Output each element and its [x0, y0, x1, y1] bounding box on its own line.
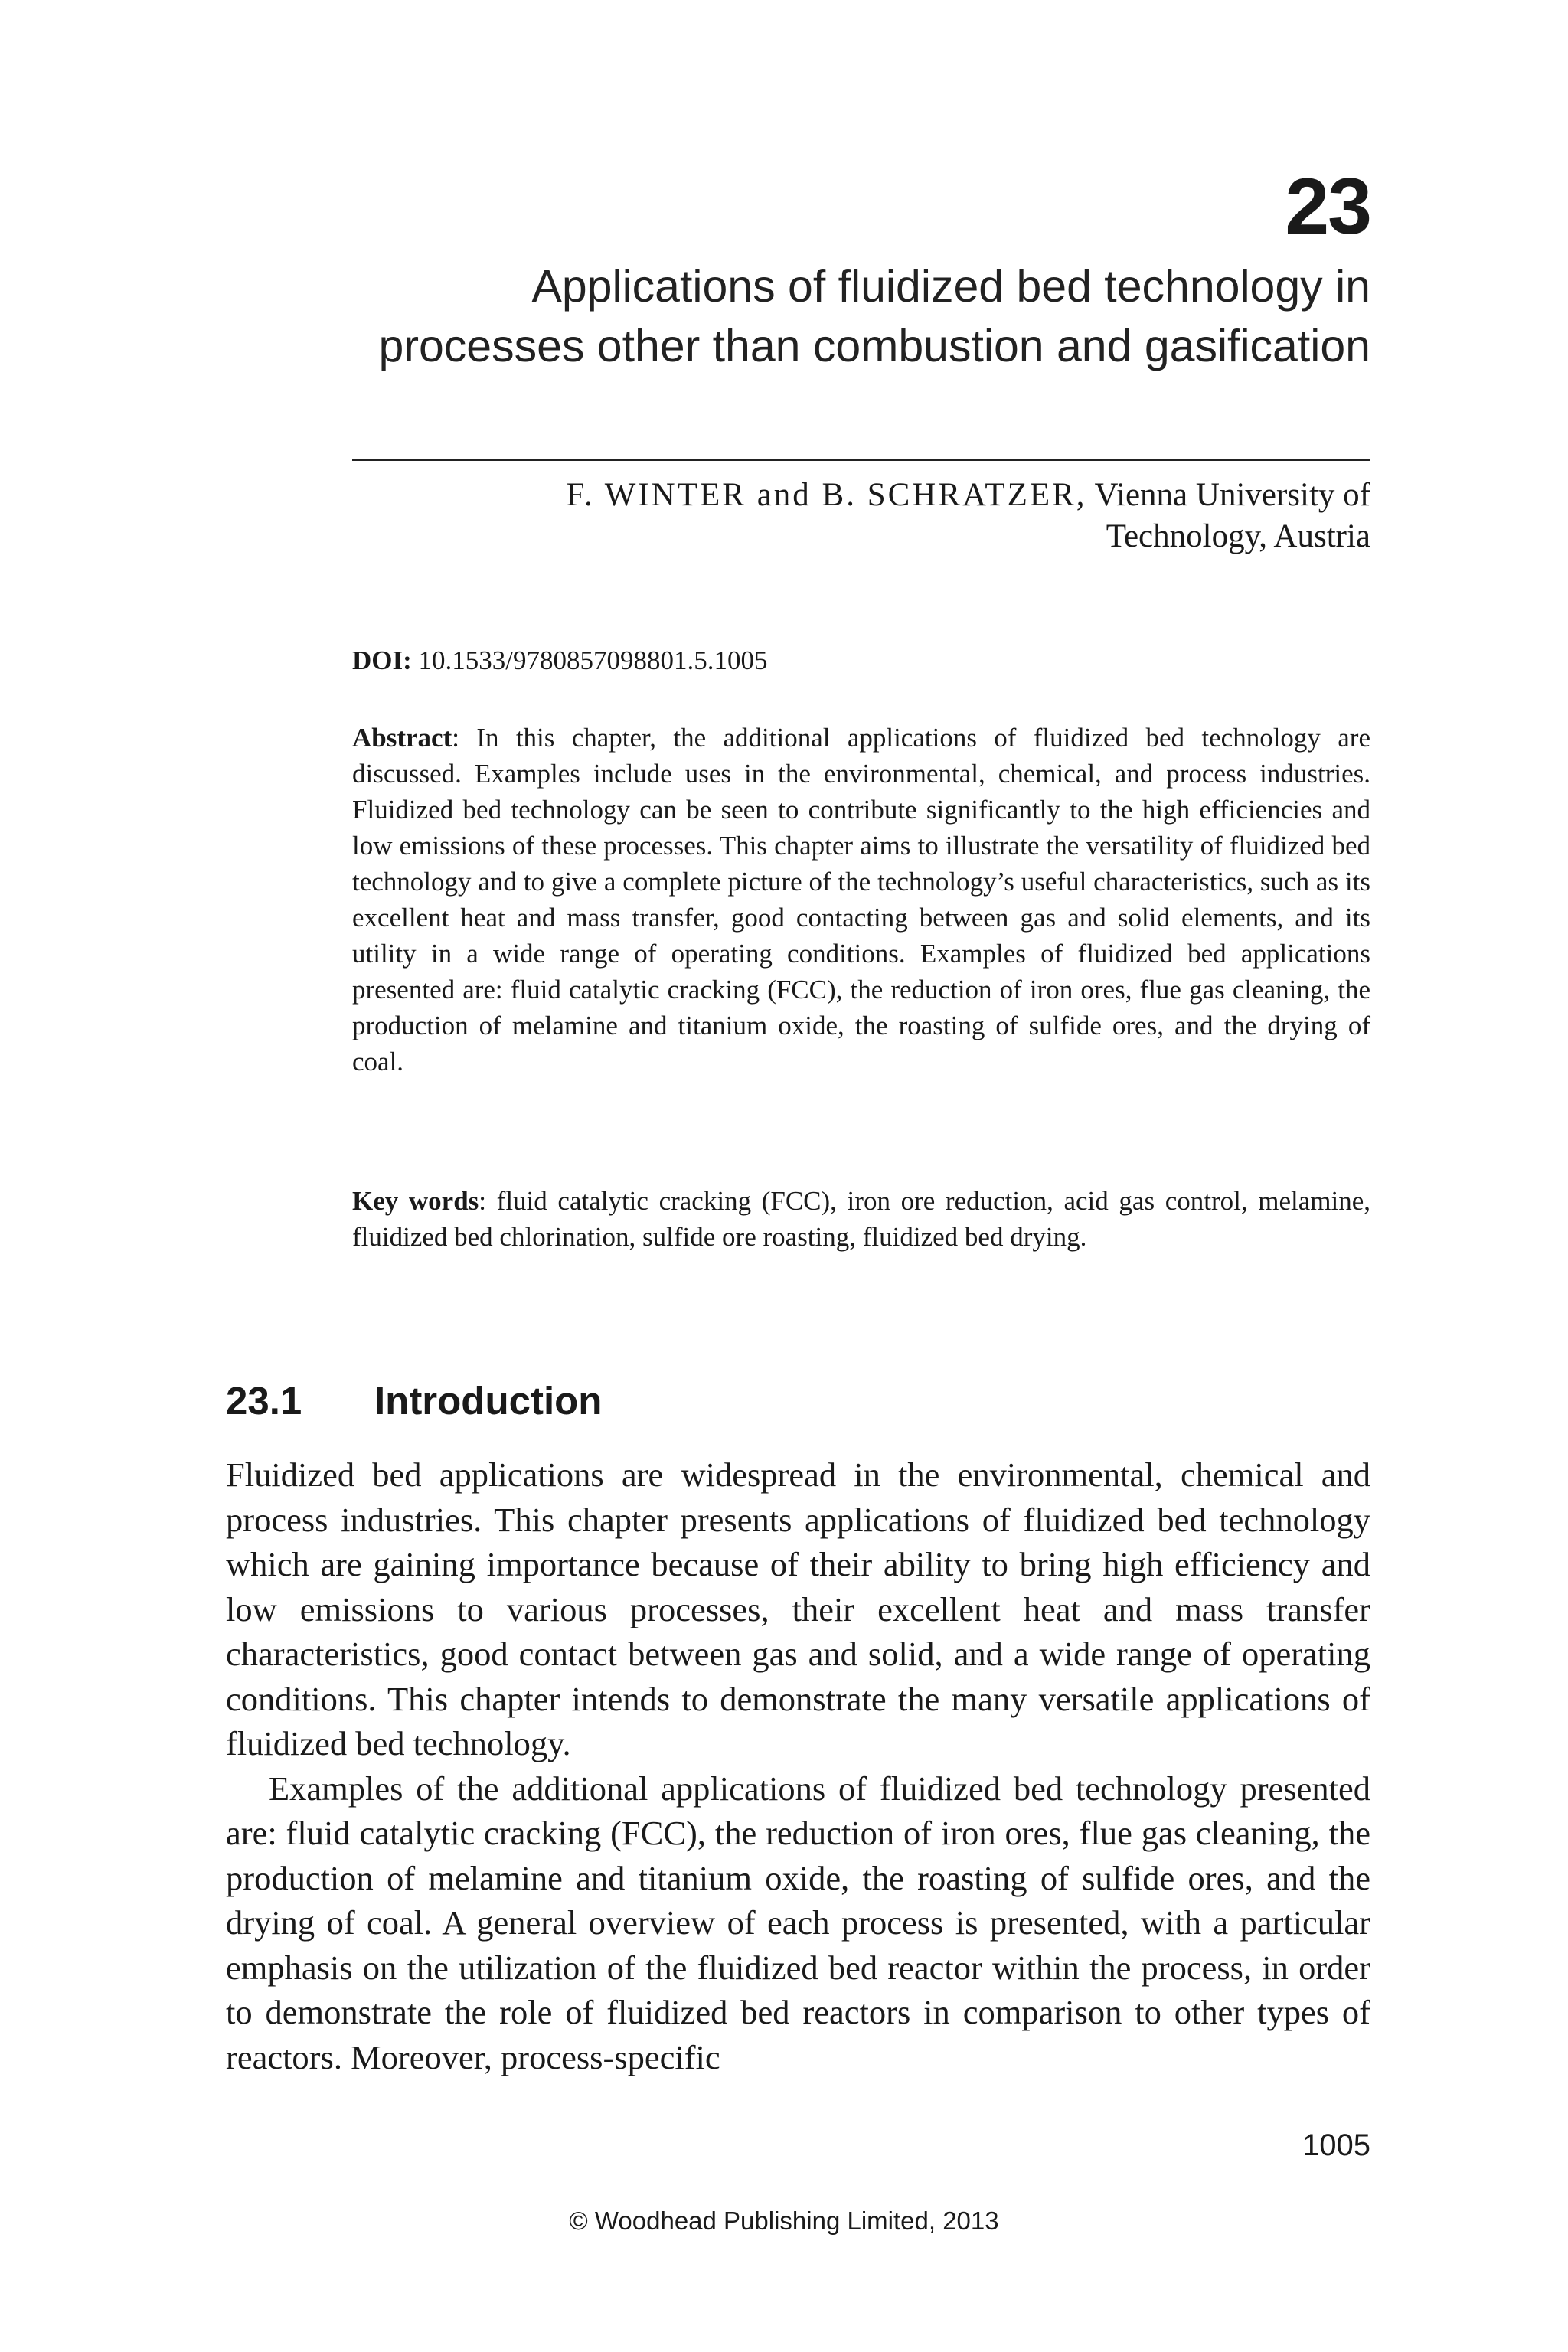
author-block: [299, 475, 1370, 557]
abstract-label: Abstract: [352, 723, 452, 753]
keywords-text: : fluid catalytic cracking (FCC), iron ore reduction, acid gas control, melamine, fluidized bed chlorination, sulfide ore roasting, fluidized bed drying.: [352, 1186, 1370, 1252]
author-affiliation-line2: Technology, Austria: [1106, 518, 1370, 554]
section-number: 23.1: [226, 1379, 302, 1423]
chapter-number: 23: [1285, 162, 1370, 251]
copyright-notice: © Woodhead Publishing Limited, 2013: [569, 2207, 999, 2235]
title-divider: [352, 459, 1370, 461]
author-names: F. WINTER and B. SCHRATZER,: [566, 477, 1087, 513]
keywords-label: Key words: [352, 1186, 479, 1216]
section-heading: [226, 1378, 602, 1424]
author-affiliation-line1: Vienna University of: [1094, 477, 1370, 513]
doi-label: DOI:: [352, 645, 412, 675]
body-paragraph-1: Fluidized bed applications are widespread in the environmental, chemical and process industries. This chapter presents applications of fluidized bed technology which are gaining importance because of their ability to bring high efficiency and low emissions to various processes, their excellent heat and mass transfer characteristics, good contact between gas and solid, and a wide range of operating conditions. This chapter intends to demonstrate the many versatile applications of fluidized bed technology.: [226, 1455, 1370, 1762]
keywords: [352, 1183, 1370, 1255]
chapter-title: Applications of fluidized bed technology in processes other than combustion and gasification: [378, 261, 1370, 371]
section-title: Introduction: [374, 1379, 603, 1423]
page-number: 1005: [1302, 2128, 1370, 2162]
section-body: [226, 1452, 1370, 2079]
doi-line: [352, 643, 768, 678]
body-paragraph-2: Examples of the additional applications of fluidized bed technology presented are: fluid catalytic cracking (FCC), the reduction of iron ores, flue gas cleaning, the production of melamine and titanium oxide, the roasting of sulfide ores, and the drying of coal. A general overview of each process is presented, with a particular emphasis on the utilization of the fluidized bed reactor within the process, in order to demonstrate the role of fluidized bed reactors in comparison to other types of reactors. Moreover, process-specific: [226, 1769, 1370, 2076]
doi-link[interactable]: 10.1533/9780857098801.5.1005: [418, 645, 768, 675]
abstract-text: : In this chapter, the additional applications of fluidized bed technology are discussed. Examples include uses in the environmental, chemical, and process industries. Fluidized bed technology can be seen to contribute significantly to the high efficiencies and low emissions of these processes. This chapter aims to illustrate the versatility of fluidized bed technology and to give a complete picture of the technology’s useful characteristics, such as its excellent heat and mass transfer, good contacting between gas and solid elements, and its utility in a wide range of operating conditions. Examples of fluidized bed applications presented are: fluid catalytic cracking (FCC), the reduction of iron ores, flue gas cleaning, the production of melamine and titanium oxide, the roasting of sulfide ores, and the drying of coal.: [352, 723, 1370, 1076]
abstract: [352, 720, 1370, 1080]
